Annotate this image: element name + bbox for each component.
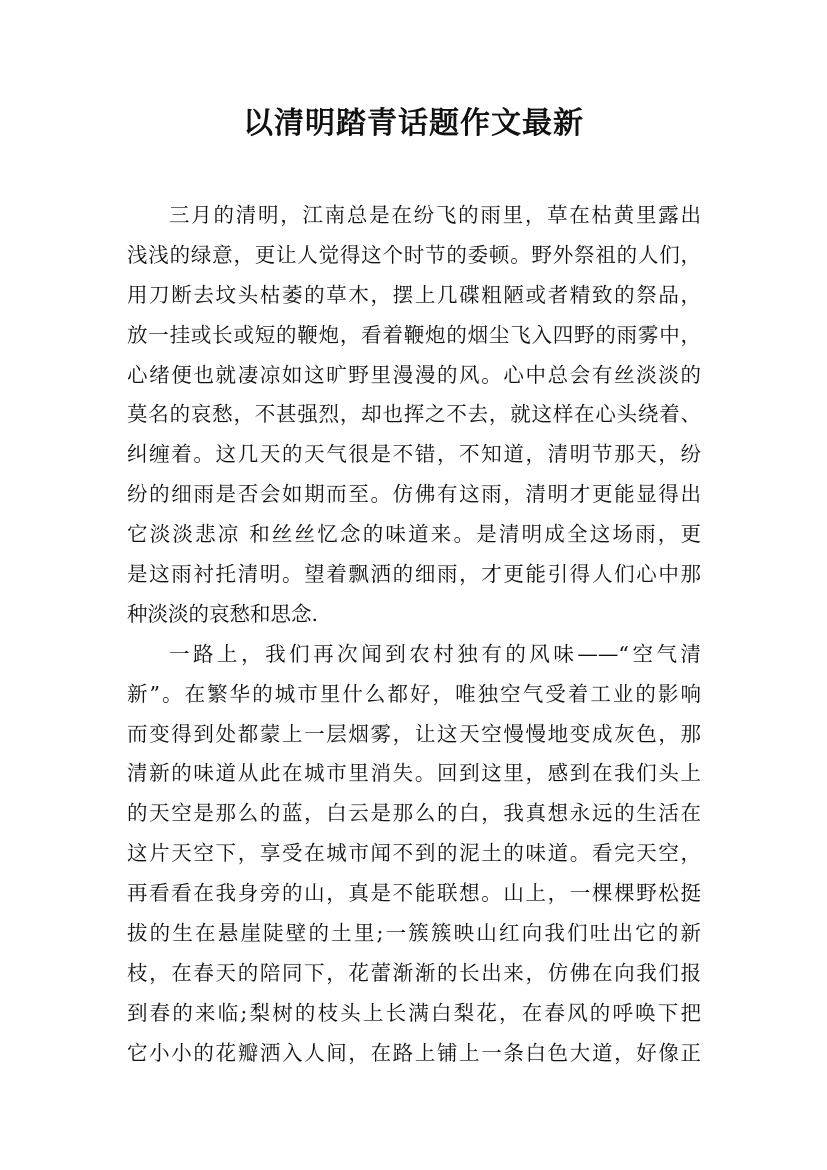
document-title: 以清明踏青话题作文最新 bbox=[243, 106, 584, 141]
document-body bbox=[127, 196, 701, 1074]
text-line: 三月的清明，江南总是在纷飞的雨里，草在枯黄里露出 bbox=[169, 203, 701, 227]
text-line: 是这雨衬托清明。望着飘洒的细雨，才更能引得人们心中那 bbox=[127, 562, 701, 587]
text-line: 到春的来临;梨树的枝头上长满白梨花，在春风的呼唤下把 bbox=[127, 1000, 701, 1025]
text-line: 再看看在我身旁的山，真是不能联想。山上，一棵棵野松挺 bbox=[127, 881, 701, 906]
text-line: 浅浅的绿意，更让人觉得这个时节的委顿。野外祭祖的人们， bbox=[127, 242, 701, 267]
text-line: 新”。在繁华的城市里什么都好，唯独空气受着工业的影响 bbox=[127, 681, 701, 706]
paragraph bbox=[127, 635, 701, 1074]
text-line: 这片天空下，享受在城市闻不到的泥土的味道。看完天空， bbox=[127, 841, 701, 866]
text-line: 枝，在春天的陪同下，花蕾渐渐的长出来，仿佛在向我们报 bbox=[127, 960, 701, 985]
text-line: 心绪便也就凄凉如这旷野里漫漫的风。心中总会有丝淡淡的 bbox=[127, 362, 701, 387]
text-line: 种淡淡的哀愁和思念. bbox=[127, 601, 319, 626]
text-line: 的天空是那么的蓝，白云是那么的白，我真想永远的生活在 bbox=[127, 801, 701, 826]
text-line: 清新的味道从此在城市里消失。回到这里，感到在我们头上 bbox=[127, 761, 701, 786]
text-line: 莫名的哀愁，不甚强烈，却也挥之不去，就这样在心头绕着、 bbox=[127, 402, 701, 427]
text-line: 纠缠着。这几天的天气很是不错，不知道，清明节那天，纷 bbox=[127, 442, 701, 467]
text-line: 用刀断去坟头枯萎的草木，摆上几碟粗陋或者精致的祭品， bbox=[127, 282, 701, 307]
paragraph bbox=[127, 196, 701, 635]
text-line: 拔的生在悬崖陡壁的土里;一簇簇映山红向我们吐出它的新 bbox=[127, 921, 701, 946]
text-line: 一路上，我们再次闻到农村独有的风味——“空气清 bbox=[169, 641, 701, 666]
text-line: 它淡淡悲凉 和丝丝忆念的味道来。是清明成全这场雨，更 bbox=[127, 522, 701, 547]
text-line: 放一挂或长或短的鞭炮，看着鞭炮的烟尘飞入四野的雨雾中， bbox=[127, 322, 701, 347]
text-line: 而变得到处都蒙上一层烟雾，让这天空慢慢地变成灰色，那 bbox=[127, 721, 701, 746]
text-line: 纷的细雨是否会如期而至。仿佛有这雨，清明才更能显得出 bbox=[127, 482, 701, 507]
text-line: 它小小的花瓣洒入人间，在路上铺上一条白色大道，好像正 bbox=[127, 1040, 701, 1065]
